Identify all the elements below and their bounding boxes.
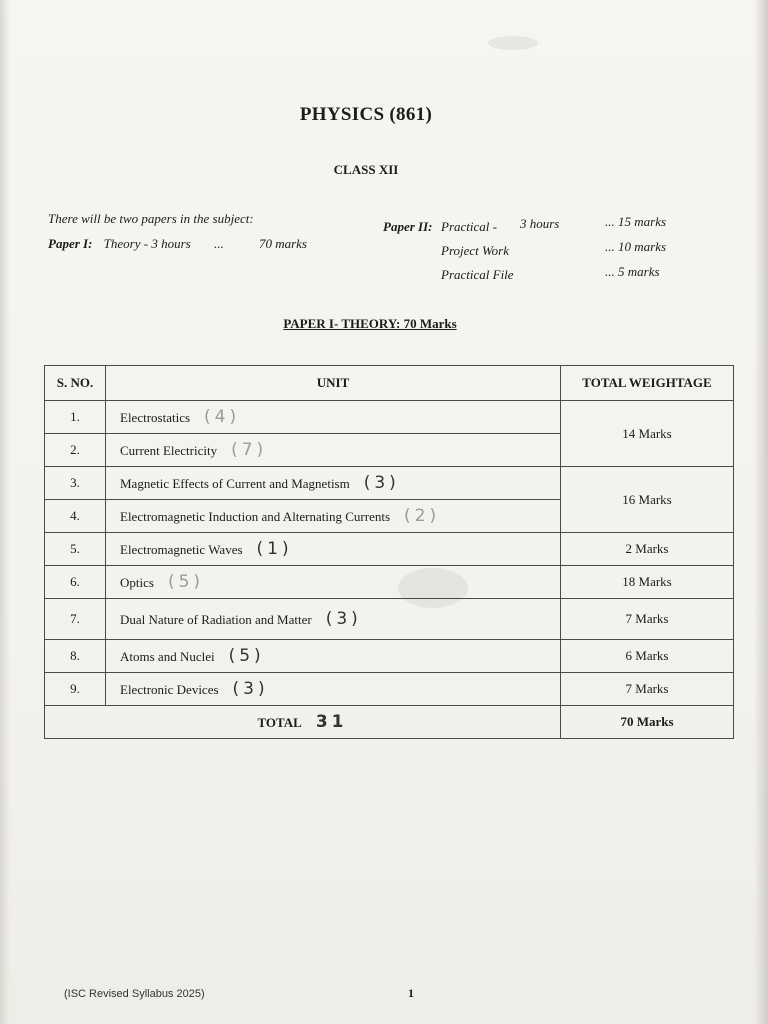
row-unit (106, 500, 561, 533)
unit-name: Optics (120, 575, 154, 590)
handwritten-note: (3) (325, 609, 362, 629)
table-row (45, 566, 734, 599)
row-weightage: 16 Marks (561, 467, 734, 533)
table-row (45, 673, 734, 706)
row-sno: 1. (45, 401, 106, 434)
row-unit (106, 673, 561, 706)
paper2-item-name: Project Work (441, 243, 509, 258)
row-sno: 6. (45, 566, 106, 599)
unit-name: Atoms and Nuclei (120, 649, 215, 664)
unit-name: Electrostatics (120, 410, 191, 425)
unit-name: Electromagnetic Induction and Alternating Currents (120, 509, 391, 524)
units-table (44, 365, 734, 739)
row-unit (106, 566, 561, 599)
handwritten-total: 31 (315, 712, 348, 732)
row-sno: 4. (45, 500, 106, 533)
row-unit (106, 467, 561, 500)
table-row (45, 640, 734, 673)
unit-name: Electronic Devices (120, 682, 219, 697)
paper2-label: Paper II: (383, 219, 433, 234)
paper2-item-marks: ... 5 marks (605, 264, 660, 279)
page-edge-shadow (0, 0, 10, 1024)
row-sno: 5. (45, 533, 106, 566)
table-row (45, 599, 734, 640)
unit-name: Dual Nature of Radiation and Matter (120, 612, 312, 627)
row-sno: 2. (45, 434, 106, 467)
row-weightage: 6 Marks (561, 640, 734, 673)
row-unit (106, 434, 561, 467)
footer-note: (ISC Revised Syllabus 2025) (64, 988, 205, 1000)
paper1-label: Paper I: (48, 236, 93, 251)
paper2-item-name: Practical File (441, 267, 514, 282)
handwritten-note: (3) (363, 473, 400, 493)
row-unit (106, 533, 561, 566)
table-row (45, 467, 734, 500)
unit-name: Electromagnetic Waves (120, 542, 243, 557)
row-sno: 9. (45, 673, 106, 706)
handwritten-note: (7) (231, 440, 268, 460)
row-sno: 7. (45, 599, 106, 640)
handwritten-note: (4) (204, 407, 241, 427)
table-total-row (45, 706, 734, 739)
paper2-item-name: Practical - (441, 219, 497, 234)
table-row (45, 533, 734, 566)
header-unit: UNIT (106, 366, 561, 401)
row-weightage: 2 Marks (561, 533, 734, 566)
paper1-marks: 70 marks (258, 236, 307, 251)
total-cell (45, 706, 561, 739)
row-weightage: 7 Marks (561, 599, 734, 640)
handwritten-note: (2) (404, 506, 441, 526)
paper2-item-marks: ... 10 marks (605, 239, 667, 254)
page-number: 1 (408, 986, 414, 1000)
table-row (45, 401, 734, 434)
page-edge-shadow (754, 0, 768, 1024)
header-sno: S. NO. (45, 366, 106, 401)
row-sno: 8. (45, 640, 106, 673)
total-value: 70 Marks (561, 706, 734, 739)
intro-text: There will be two papers in the subject: (48, 211, 254, 226)
paper2-item-duration: 3 hours (520, 216, 560, 231)
total-label: TOTAL (257, 715, 302, 730)
row-unit (106, 599, 561, 640)
row-weightage: 7 Marks (561, 673, 734, 706)
header-weightage: TOTAL WEIGHTAGE (561, 366, 734, 401)
paper1-desc: Theory - 3 hours (103, 236, 191, 251)
handwritten-note: (3) (232, 679, 269, 699)
page-title: PHYSICS (861) (299, 104, 433, 125)
row-sno: 3. (45, 467, 106, 500)
table-header-row (45, 366, 734, 401)
row-unit (106, 640, 561, 673)
section-heading: PAPER I- THEORY: 70 Marks (283, 316, 457, 331)
paper2-item-marks: ... 15 marks (605, 214, 667, 229)
handwritten-note: (1) (256, 539, 293, 559)
handwritten-note: (5) (228, 646, 265, 666)
row-weightage: 14 Marks (561, 401, 734, 467)
paper1-line (48, 236, 307, 252)
paper-smudge (488, 36, 538, 50)
paper1-dots: ... (213, 236, 224, 251)
row-unit (106, 401, 561, 434)
unit-name: Magnetic Effects of Current and Magnetism (120, 476, 350, 491)
row-weightage: 18 Marks (561, 566, 734, 599)
handwritten-note: (5) (167, 572, 205, 592)
page-subtitle: CLASS XII (333, 162, 399, 177)
unit-name: Current Electricity (120, 443, 218, 458)
